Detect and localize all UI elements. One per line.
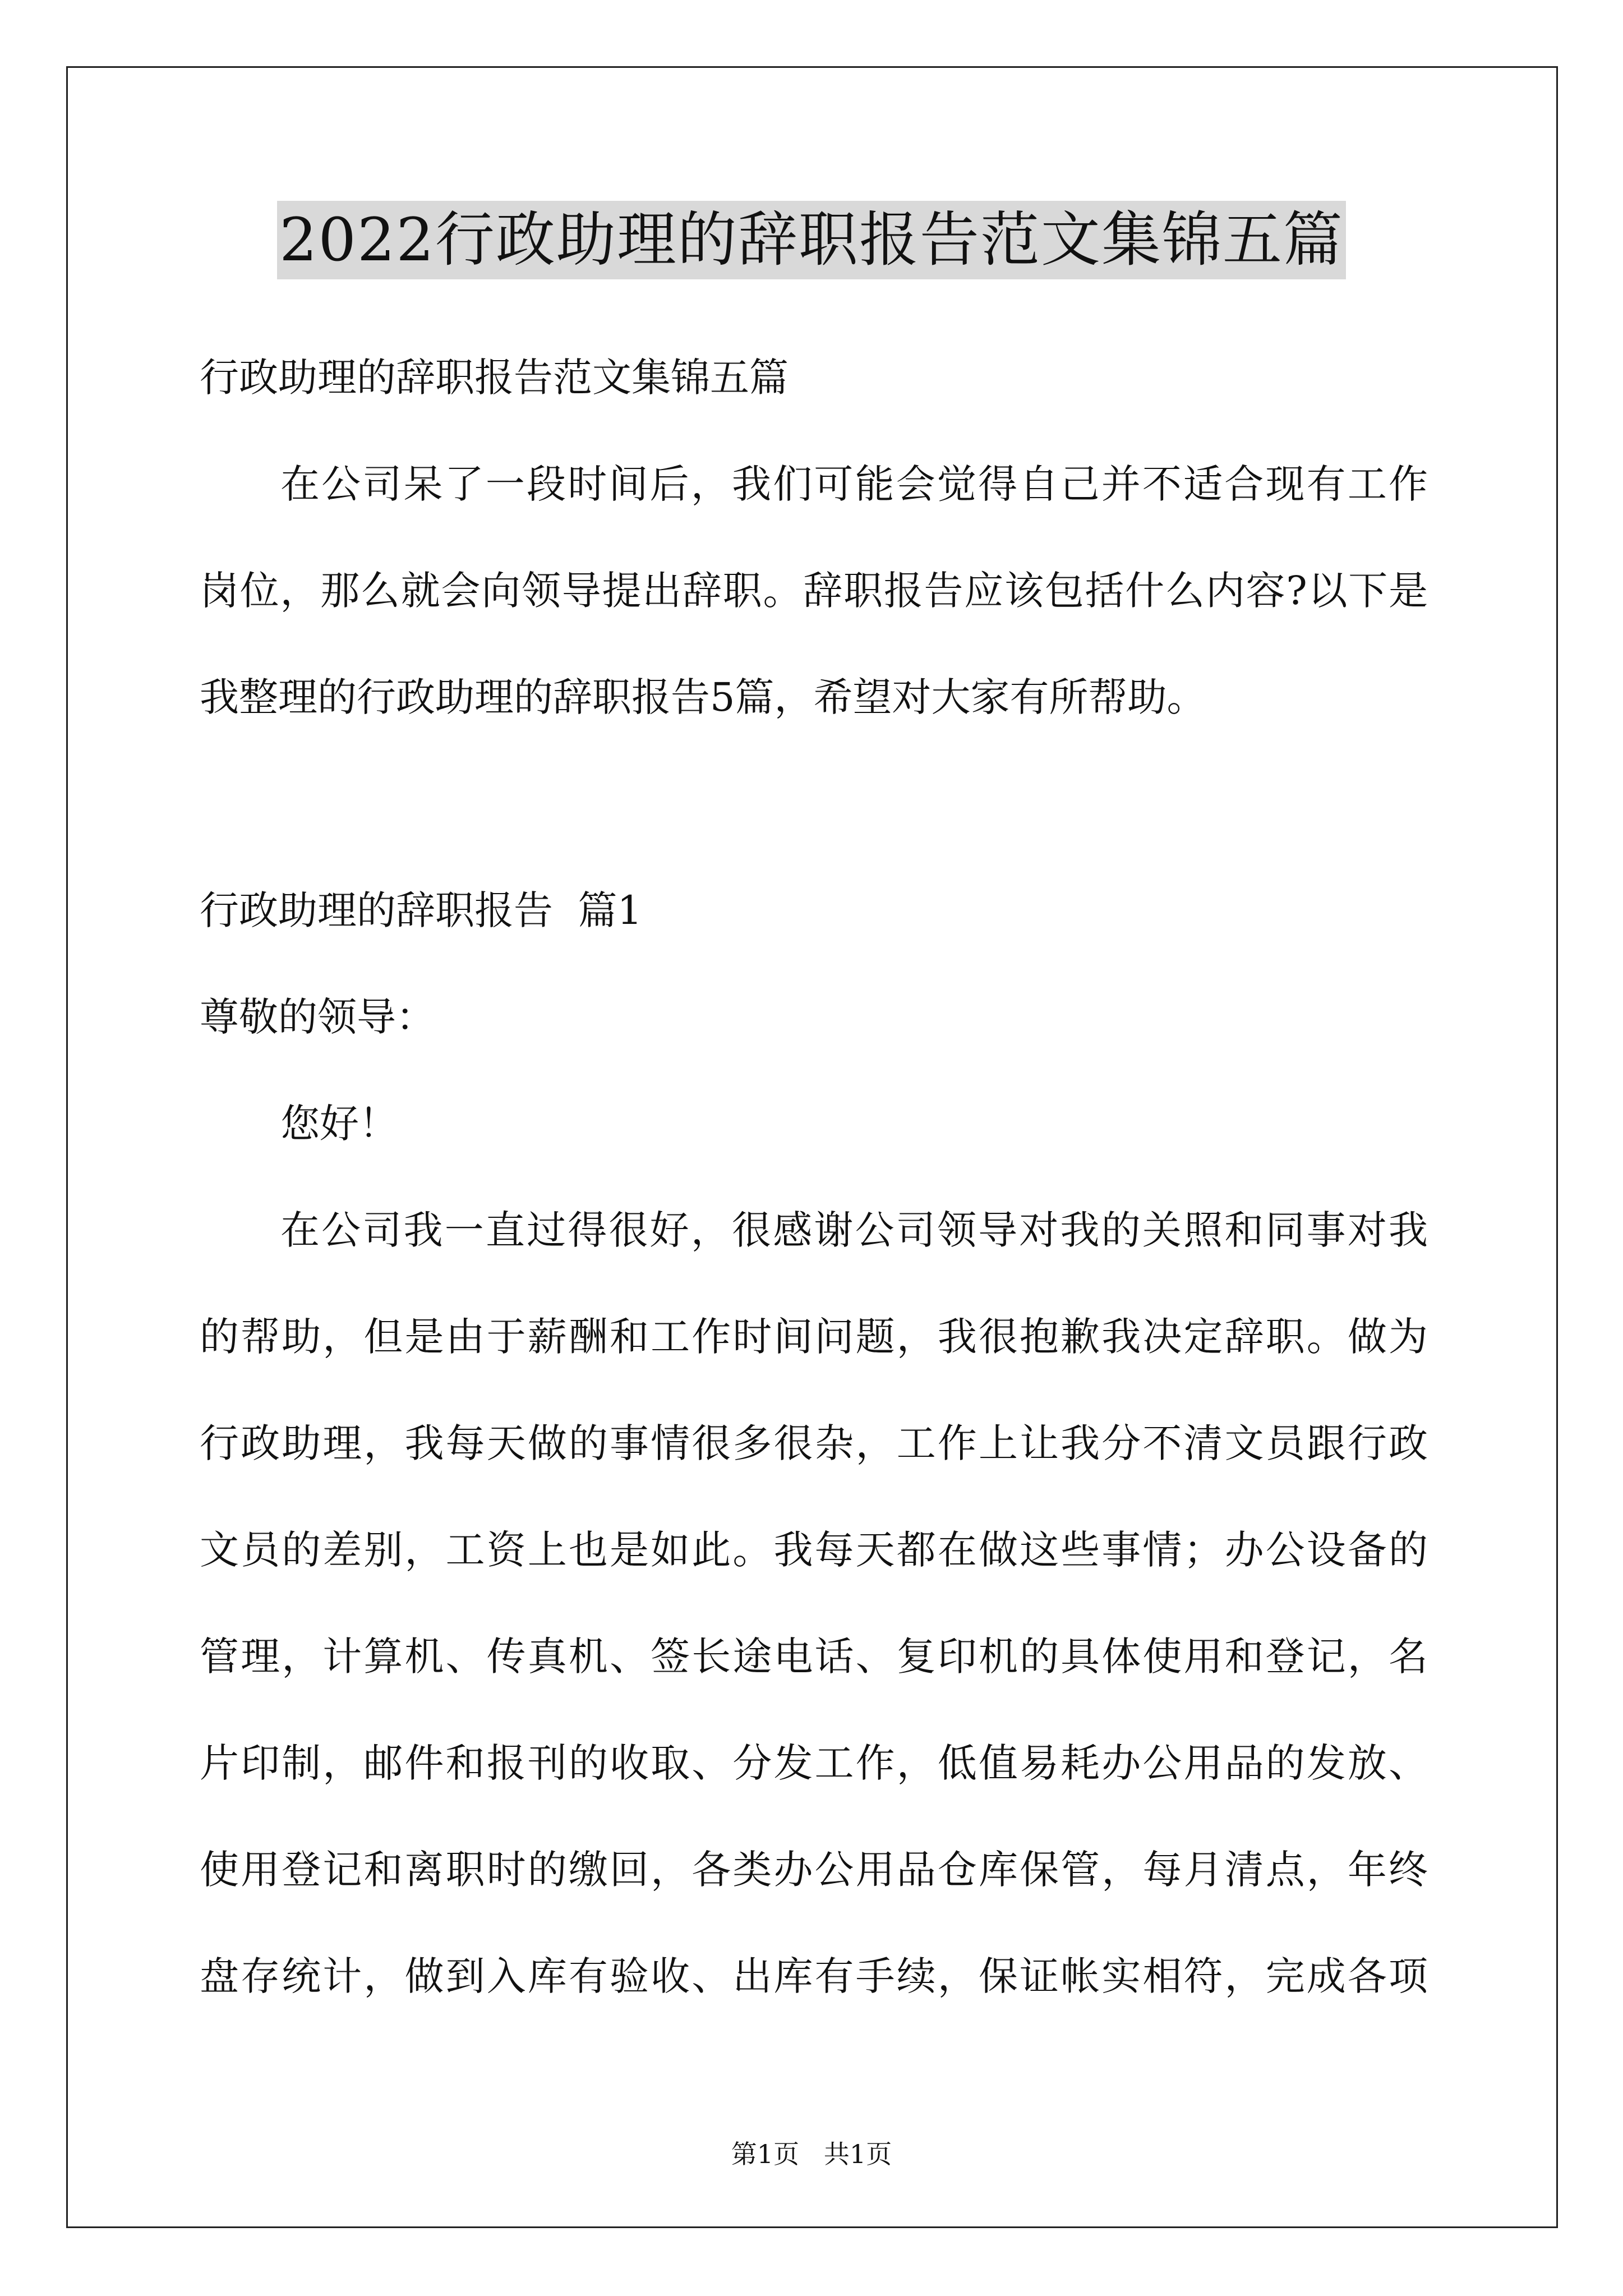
- body-line-8: 盘存统计，做到入库有验收、出库有手续，保证帐实相符，完成各项: [200, 1953, 1428, 1999]
- body-line-7: 使用登记和离职时的缴回，各类办公用品仓库保管，每月清点，年终: [200, 1847, 1428, 1893]
- body-line-5: 管理，计算机、传真机、签长途电话、复印机的具体使用和登记，名: [200, 1634, 1428, 1680]
- section-heading: 行政助理的辞职报告 篇1: [200, 887, 643, 933]
- body-line-6: 片印制，邮件和报刊的收取、分发工作，低值易耗办公用品的发放、: [200, 1740, 1428, 1786]
- intro-line-1: 在公司呆了一段时间后，我们可能会觉得自己并不适合现有工作: [280, 461, 1428, 507]
- page-footer: 第1页 共1页: [731, 2139, 892, 2169]
- document-subtitle: 行政助理的辞职报告范文集锦五篇: [200, 355, 789, 401]
- body-line-3: 行政助理，我每天做的事情很多很杂，工作上让我分不清文员跟行政: [200, 1420, 1428, 1466]
- body-line-2: 的帮助，但是由于薪酬和工作时间问题，我很抱歉我决定辞职。做为: [200, 1314, 1428, 1360]
- intro-line-2: 岗位，那么就会向领导提出辞职。辞职报告应该包括什么内容?以下是: [200, 568, 1428, 614]
- body-line-1: 在公司我一直过得很好，很感谢公司领导对我的关照和同事对我: [280, 1207, 1428, 1253]
- body-line-4: 文员的差别，工资上也是如此。我每天都在做这些事情；办公设备的: [200, 1527, 1428, 1573]
- title-container: [0, 201, 1623, 279]
- greeting: 您好！: [280, 1101, 398, 1147]
- intro-line-3: 我整理的行政助理的辞职报告5篇，希望对大家有所帮助。: [200, 674, 1206, 720]
- salutation: 尊敬的领导：: [200, 994, 435, 1040]
- document-title: 2022行政助理的辞职报告范文集锦五篇: [277, 201, 1346, 279]
